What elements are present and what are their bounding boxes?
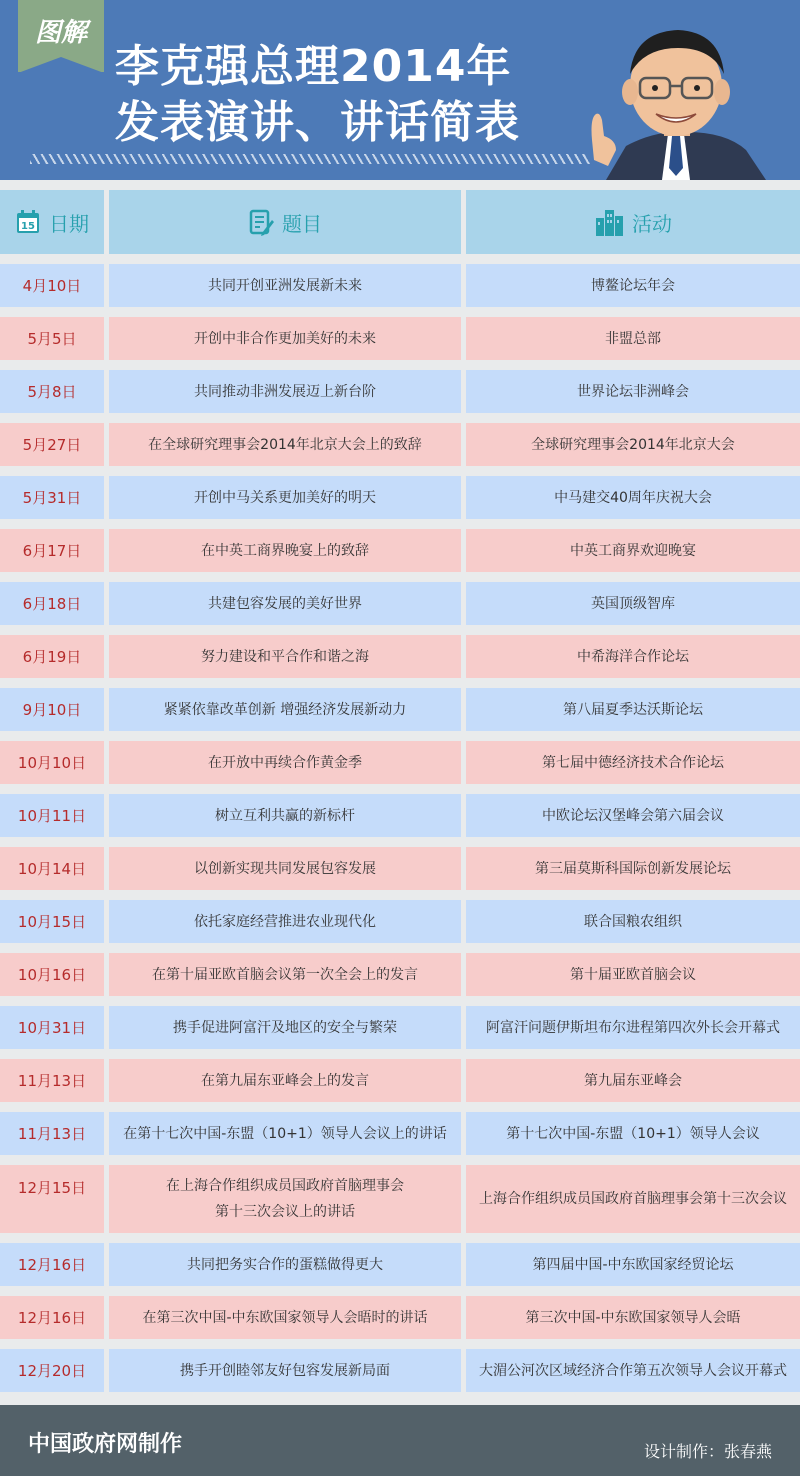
calendar-icon [15, 209, 41, 235]
table-row [0, 1059, 800, 1102]
row-topic: 开创中非合作更加美好的未来 [109, 317, 461, 360]
table-row [0, 1112, 800, 1155]
column-header-date-label: 日期 [49, 211, 89, 236]
table-row [0, 1165, 800, 1233]
row-activity: 第八届夏季达沃斯论坛 [466, 688, 800, 731]
row-topic: 以创新实现共同发展包容发展 [109, 847, 461, 890]
table-row [0, 1243, 800, 1286]
row-date: 10月31日 [0, 1006, 104, 1049]
row-activity: 全球研究理事会2014年北京大会 [466, 423, 800, 466]
table-row [0, 1006, 800, 1049]
row-topic: 在开放中再续合作黄金季 [109, 741, 461, 784]
row-date: 5月8日 [0, 370, 104, 413]
row-topic: 携手促进阿富汗及地区的安全与繁荣 [109, 1006, 461, 1049]
row-activity: 中希海洋合作论坛 [466, 635, 800, 678]
row-date: 10月10日 [0, 741, 104, 784]
row-activity: 世界论坛非洲峰会 [466, 370, 800, 413]
table-row [0, 953, 800, 996]
column-header-activity-label: 活动 [632, 211, 672, 236]
table-row [0, 794, 800, 837]
document-icon [248, 208, 274, 236]
row-activity: 第三次中国-中东欧国家领导人会晤 [466, 1296, 800, 1339]
row-date: 12月20日 [0, 1349, 104, 1392]
footer-bar [0, 1405, 800, 1476]
row-date: 12月16日 [0, 1243, 104, 1286]
row-date: 6月19日 [0, 635, 104, 678]
row-topic: 在第十届亚欧首脑会议第一次全会上的发言 [109, 953, 461, 996]
row-activity: 大湄公河次区域经济合作第五次领导人会议开幕式 [466, 1349, 800, 1392]
table-row [0, 847, 800, 890]
portrait-illustration [586, 18, 766, 180]
row-activity: 英国顶级智库 [466, 582, 800, 625]
page-title-line2: 发表演讲、讲话简表 [115, 97, 520, 148]
row-activity: 第九届东亚峰会 [466, 1059, 800, 1102]
row-activity: 博鳌论坛年会 [466, 264, 800, 307]
row-activity: 中英工商界欢迎晚宴 [466, 529, 800, 572]
row-topic: 努力建设和平合作和谐之海 [109, 635, 461, 678]
row-topic [109, 1165, 461, 1233]
row-activity: 上海合作组织成员国政府首脑理事会第十三次会议 [466, 1165, 800, 1233]
column-header-topic-label: 题目 [282, 211, 322, 236]
row-date: 10月11日 [0, 794, 104, 837]
row-activity: 第十七次中国-东盟（10+1）领导人会议 [466, 1112, 800, 1155]
buildings-icon [594, 208, 624, 236]
header-banner [0, 0, 800, 180]
table-row [0, 476, 800, 519]
footer-designer: 设计制作：张春燕 [643, 1442, 772, 1461]
row-activity: 阿富汗问题伊斯坦布尔进程第四次外长会开幕式 [466, 1006, 800, 1049]
column-header-date [0, 190, 104, 254]
table-row [0, 582, 800, 625]
table-row [0, 317, 800, 360]
page-title-line1: 李克强总理2014年 [115, 41, 512, 92]
schedule-table [0, 264, 800, 1402]
table-row [0, 688, 800, 731]
infographic-tag [18, 0, 104, 72]
row-date: 11月13日 [0, 1059, 104, 1102]
row-topic: 树立互利共赢的新标杆 [109, 794, 461, 837]
row-activity: 第七届中德经济技术合作论坛 [466, 741, 800, 784]
table-row [0, 529, 800, 572]
row-topic: 依托家庭经营推进农业现代化 [109, 900, 461, 943]
row-topic: 共建包容发展的美好世界 [109, 582, 461, 625]
row-topic-line2: 第十三次会议上的讲话 [215, 1204, 355, 1220]
row-topic: 在中英工商界晚宴上的致辞 [109, 529, 461, 572]
row-topic: 共同开创亚洲发展新未来 [109, 264, 461, 307]
row-date: 6月17日 [0, 529, 104, 572]
table-row [0, 635, 800, 678]
table-row [0, 741, 800, 784]
row-topic: 在第三次中国-中东欧国家领导人会晤时的讲话 [109, 1296, 461, 1339]
row-topic: 共同把务实合作的蛋糕做得更大 [109, 1243, 461, 1286]
row-activity: 中马建交40周年庆祝大会 [466, 476, 800, 519]
column-header-activity [466, 190, 800, 254]
table-row [0, 423, 800, 466]
row-date: 5月31日 [0, 476, 104, 519]
row-activity: 非盟总部 [466, 317, 800, 360]
row-date: 9月10日 [0, 688, 104, 731]
row-date: 10月16日 [0, 953, 104, 996]
row-date: 12月15日 [0, 1165, 104, 1233]
row-activity: 第三届莫斯科国际创新发展论坛 [466, 847, 800, 890]
row-topic: 在第十七次中国-东盟（10+1）领导人会议上的讲话 [109, 1112, 461, 1155]
row-topic: 在全球研究理事会2014年北京大会上的致辞 [109, 423, 461, 466]
column-header-topic [109, 190, 461, 254]
row-date: 5月27日 [0, 423, 104, 466]
row-date: 11月13日 [0, 1112, 104, 1155]
svg-text:15: 15 [21, 221, 35, 232]
table-row [0, 370, 800, 413]
row-date: 10月14日 [0, 847, 104, 890]
footer-producer: 中国政府网制作 [28, 1432, 183, 1457]
row-date: 12月16日 [0, 1296, 104, 1339]
row-activity: 中欧论坛汉堡峰会第六届会议 [466, 794, 800, 837]
row-topic: 携手开创睦邻友好包容发展新局面 [109, 1349, 461, 1392]
row-topic: 在第九届东亚峰会上的发言 [109, 1059, 461, 1102]
row-topic-line1: 在上海合作组织成员国政府首脑理事会 [166, 1178, 404, 1194]
row-topic: 开创中马关系更加美好的明天 [109, 476, 461, 519]
row-date: 4月10日 [0, 264, 104, 307]
row-topic: 紧紧依靠改革创新 增强经济发展新动力 [109, 688, 461, 731]
row-activity: 第四届中国-中东欧国家经贸论坛 [466, 1243, 800, 1286]
table-row [0, 900, 800, 943]
row-activity: 联合国粮农组织 [466, 900, 800, 943]
row-date: 5月5日 [0, 317, 104, 360]
decorative-hatch [30, 154, 590, 164]
row-date: 10月15日 [0, 900, 104, 943]
table-row [0, 1349, 800, 1392]
infographic-tag-text: 图解 [34, 18, 87, 48]
row-date: 6月18日 [0, 582, 104, 625]
table-row [0, 264, 800, 307]
row-activity: 第十届亚欧首脑会议 [466, 953, 800, 996]
row-topic: 共同推动非洲发展迈上新台阶 [109, 370, 461, 413]
table-row [0, 1296, 800, 1339]
